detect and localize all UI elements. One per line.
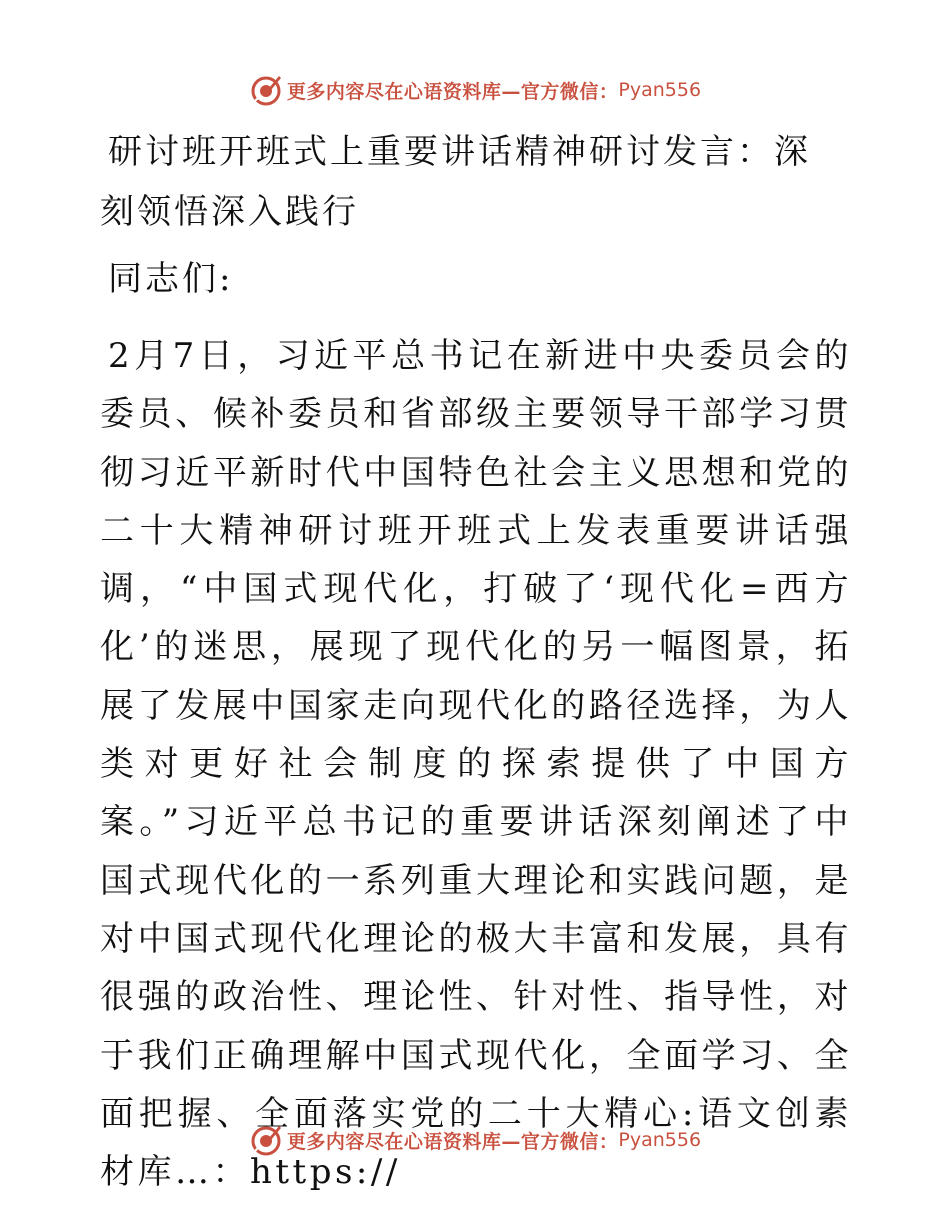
banner-text: 更多内容尽在心语资料库—官方微信： (286, 1130, 619, 1153)
wechat-id: Pyan556 (618, 1129, 702, 1151)
footer-banner (0, 1120, 950, 1160)
quill-seal-icon (249, 73, 283, 107)
wechat-id: Pyan556 (618, 79, 702, 101)
banner-text: 更多内容尽在心语资料库—官方微信： (286, 80, 619, 103)
salutation: 同志们: (108, 259, 234, 299)
body-paragraph: 2月7日，习近平总书记在新进中央委员会的委员、候补委员和省部级主要领导干部学习贯彻习近平新时代中国特色社会主义思想和党的二十大精神研讨班开班式上发表重要讲话强调，“中国式现代化，打破了‘现代化=西方化’的迷思，展现了现代化的另一幅图景，拓展了发展中国家走向现代化的路径选择，为人类对更好社会制度的探索提供了中国方案。”习近平总书记的重要讲话深刻阐述了中国式现代化的一系列重大理论和实践问题，是对中国式现代化理论的极大丰富和发展，具有很强的政治性、理论性、针对性、指导性，对于我们正确理解中国式现代化，全面学习、全面把握、全面落实党的二十大精心:语文创素材库…：https:// (100, 336, 852, 1193)
document-title: 研讨班开班式上重要讲话精神研讨发言：深刻领悟深入践行 (100, 132, 811, 232)
header-banner (0, 70, 950, 110)
quill-seal-icon (249, 1123, 283, 1157)
